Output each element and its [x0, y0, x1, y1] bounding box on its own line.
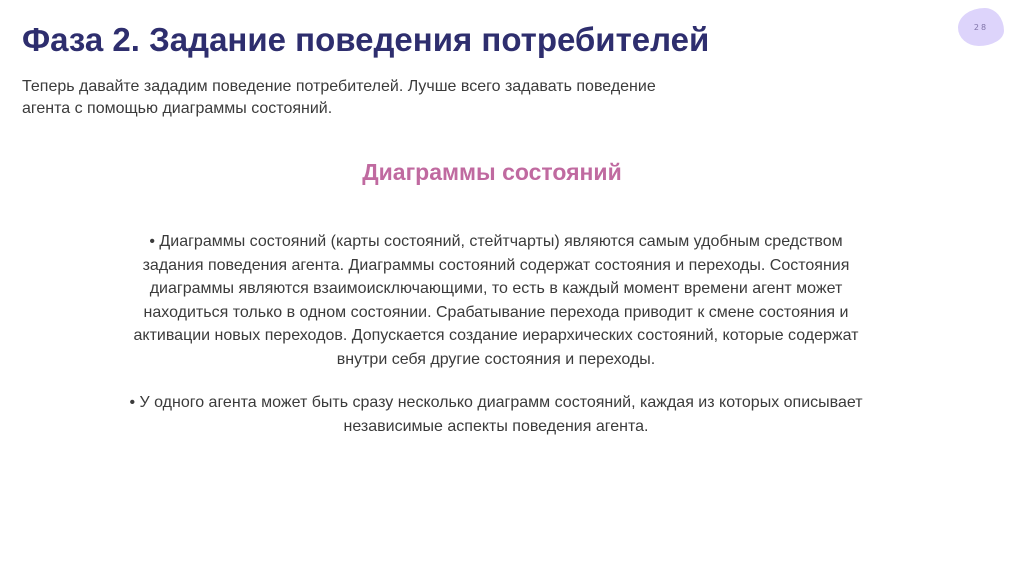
page-number-badge [958, 8, 1004, 46]
slide-title: Фаза 2. Задание поведения потребителей [22, 21, 710, 58]
body-text [128, 230, 864, 458]
paragraph-multiple-diagrams: • У одного агента может быть сразу несколько диаграмм состояний, каждая из которых описывает независимые аспекты поведения агента. [129, 394, 863, 435]
page-number: 28 [973, 22, 989, 32]
section-heading: Диаграммы состояний [362, 159, 622, 185]
intro-text: Теперь давайте зададим поведение потребителей. Лучше всего задавать поведение агента с помощью диаграммы состояний. [22, 78, 656, 117]
paragraph-state-diagrams: • Диаграммы состояний (карты состояний, стейтчарты) являются самым удобным средством задания поведения агента. Диаграммы состояний содержат состояния и переходы. Состояния диаграммы являются взаимоисключающими, то есть в каждый момент времени агент может находиться только в одном состоянии. Срабатывание перехода приводит к смене состояния и активации новых переходов. Допускается создание иерархических состояний, которые содержат внутри себя другие состояния и переходы. [133, 233, 859, 368]
